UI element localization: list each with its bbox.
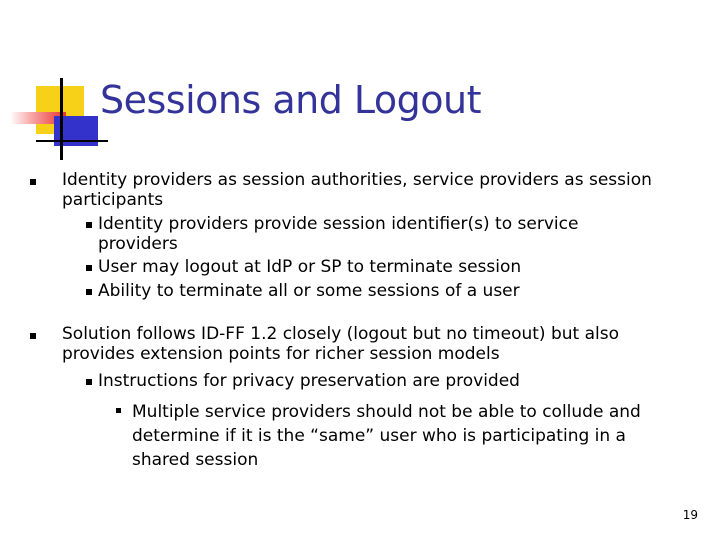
page-number: 19 [682, 508, 698, 522]
slide-title: Sessions and Logout [100, 78, 482, 122]
logo-vertical-line [60, 78, 63, 160]
bullet-text: Identity providers as session authorities, service providers as session participants [62, 170, 652, 210]
logo-horizontal-line [36, 140, 108, 142]
bullet-square-icon [86, 265, 92, 271]
sub-bullet-text: Identity providers provide session identifier(s) to service providers [98, 214, 579, 254]
sub-sub-bullet-text: Multiple service providers should not be able to collude and determine if it is the “same” user who is participating in a shared session [132, 402, 641, 470]
sub-bullet-text: Instructions for privacy preservation are provided [98, 371, 520, 391]
bullet-square-icon [86, 289, 92, 295]
bullet-square-icon [86, 379, 92, 385]
bullet-text: Solution follows ID-FF 1.2 closely (logout but no timeout) but also provides extension points for richer session models [62, 324, 619, 364]
slide-logo-graphic [0, 0, 110, 170]
sub-bullet-text: Ability to terminate all or some sessions of a user [98, 281, 520, 301]
bullet-square-icon [30, 333, 36, 339]
sub-bullet-text: User may logout at IdP or SP to terminate session [98, 257, 522, 277]
bullet-square-icon [116, 408, 121, 413]
bullet-square-icon [30, 179, 36, 185]
bullet-square-icon [86, 222, 92, 228]
